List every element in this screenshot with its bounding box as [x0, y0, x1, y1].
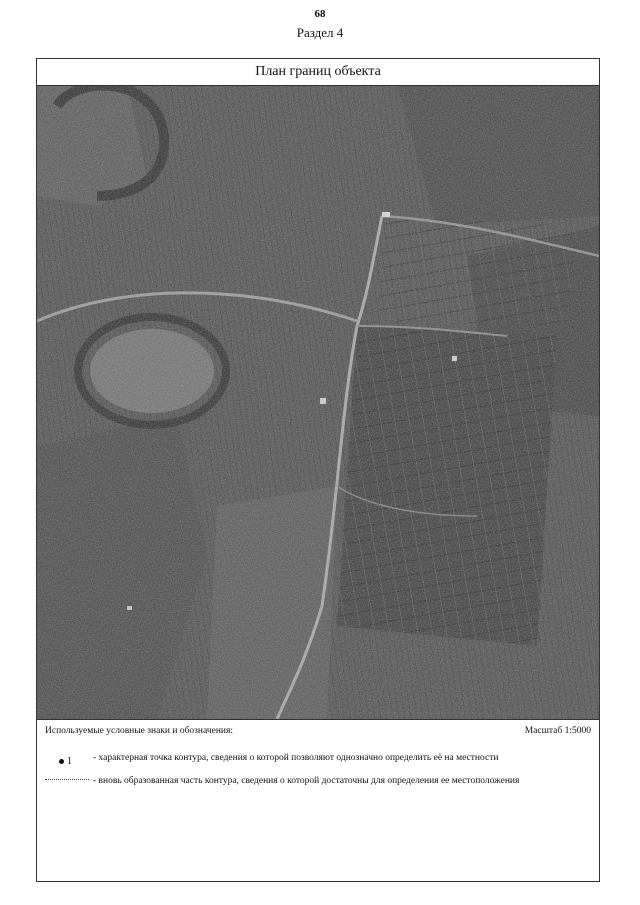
legend-heading: Используемые условные знаки и обозначения: [45, 726, 234, 736]
page-number: 68 [314, 8, 326, 20]
plan-title: План границ объекта [37, 59, 599, 86]
satellite-image [37, 86, 599, 719]
point-number: 1 [67, 756, 72, 767]
map-scale: Масштаб 1:5000 [524, 726, 591, 736]
dotted-line-icon [45, 779, 89, 780]
legend-item-point [45, 752, 591, 767]
legend [37, 720, 599, 793]
legend-text: - характерная точка контура, сведения о которой позволяют однозначно определить её на местности [93, 753, 499, 763]
section-title: Раздел 4 [296, 25, 344, 40]
point-dot-icon [59, 759, 64, 764]
legend-text: - вновь образованная часть контура, сведения о которой достаточны для определения ее местоположения [93, 776, 520, 786]
satellite-map [37, 86, 599, 720]
point-symbol [45, 756, 72, 767]
plan-frame [36, 58, 600, 882]
legend-item-line [45, 775, 591, 787]
